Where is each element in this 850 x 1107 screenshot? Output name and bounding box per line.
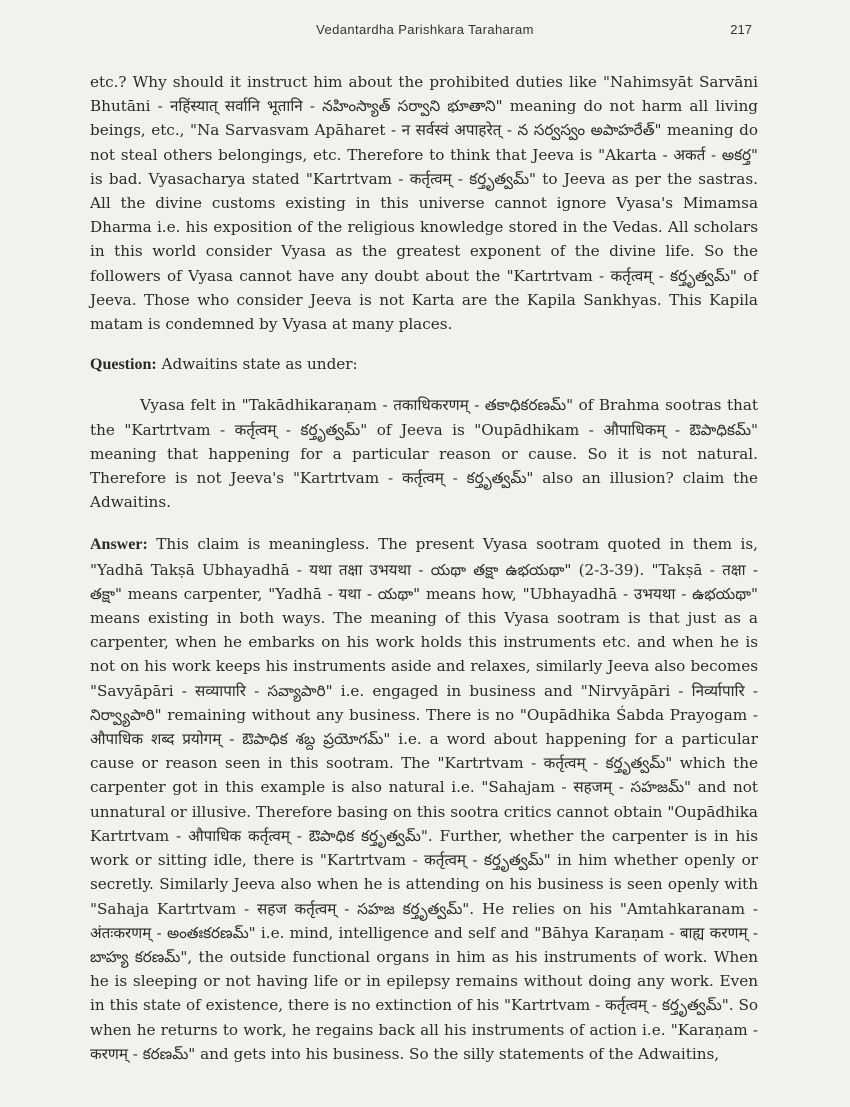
book-title: Vedantardha Parishkara Taraharam (316, 22, 534, 37)
question-line (90, 352, 758, 377)
running-header (0, 22, 850, 42)
page-body (90, 70, 758, 1066)
question-text: Adwaitins state as under: (161, 355, 358, 374)
page-number: 217 (730, 22, 752, 37)
paragraph-1: etc.? Why should it instruct him about the prohibited duties like "Nahimsyāt Sarvāni Bhutāni - नहिंस्यात् सर्वानि भूतानि - నహింస్యాత్ సర్వాని భూతాని" meaning do not harm all living beings, etc., "Na Sarvasvam Apāharet - न सर्वस्वं अपाहरेत् - న సర్వస్వం అపాహరేత్" meaning do not steal others belongings, etc. Therefore to think that Jeeva is "Akarta - अकर्त - అకర్త" is bad. Vyasacharya stated "Kartrtvam - कर्तृत्वम् - కర్తృత్వమ్" to Jeeva as per the sastras. All the divine customs existing in this universe cannot ignore Vyasa's Mimamsa Dharma i.e. his exposition of the religious knowledge stored in the Vedas. All scholars in this world consider Vyasa as the greatest exponent of the divine life. So the followers of Vyasa cannot have any doubt about the "Kartrtvam - कर्तृत्वम् - కర్తృత్వమ్" of Jeeva. Those who consider Jeeva is not Karta are the Kapila Sankhyas. This Kapila matam is condemned by Vyasa at many places. (90, 73, 758, 334)
answer-label: Answer: (90, 536, 148, 554)
answer-paragraph (90, 532, 758, 1065)
answer-text: This claim is meaningless. The present Vyasa sootram quoted in them is, "Yadhā Takṣā Ubhayadhā - यथा तक्षा उभयथा - యథా తక్షా ఉభయథా" (2-3-39). "Takṣā - तक्षा - తక్షా" means carpenter, "Yadhā - यथा - యథా" means how, "Ubhayadhā - उभयथा - ఉభయథా" means existing in both ways. The meaning of this Vyasa sootram is that just as a carpenter, when he embarks on his work holds this instruments etc. and when he is not on his work keeps his instruments aside and relaxes, similarly Jeeva also becomes "Savyāpāri - सव्यापारि - సవ్యాపారి" i.e. engaged in business and "Nirvyāpāri - निर्व्यापारि - నిర్వ్యాపారి" remaining without any business. There is no "Oupādhika Śabda Prayogam - औपाधिक शब्द प्रयोगम् - ఔపాధిక శబ్ద ప్రయోగమ్" i.e. a word about happening for a particular cause or reason seen in this sootram. The "Kartrtvam - कर्तृत्वम् - కర్తృత్వమ్" which the carpenter got in this example is also natural i.e. "Sahajam - सहजम् - సహజమ్" and not unnatural or illusive. Therefore basing on this sootra critics cannot obtain "Oupādhika Kartrtvam - औपाधिक कर्तृत्वम् - ఔపాధిక కర్తృత్వమ్". Further, whether the carpenter is in his work or sitting idle, there is "Kartrtvam - कर्तृत्वम् - కర్తృత్వమ్" in him whether openly or secretly. Similarly Jeeva also when he is attending on his business is seen openly with "Sahaja Kartrtvam - सहज कर्तृत्वम् - సహజ కర్తృత్వమ్". He relies on his "Amtahkaranam - अंतःकरणम् - అంతఃకరణమ్" i.e. mind, intelligence and self and "Bāhya Karaṇam - बाह्य करणम् - బాహ్య కరణమ్", the outside functional organs in him as his instruments of work. When he is sleeping or not having life or in epilepsy remains without doing any work. Even in this state of existence, there is no extinction of his "Kartrtvam - कर्तृत्वम् - కర్తృత్వమ్". So when he returns to work, he regains back all his instruments of action i.e. "Karaṇam - करणम् - కరణమ్" and gets into his business. So the silly statements of the Adwaitins, (90, 535, 758, 1063)
paragraph-2: Vyasa felt in "Takādhikaraṇam - तकाधिकरणम् - తకాధికరణమ్" of Brahma sootras that the "Kartrtvam - कर्तृत्वम् - కర్తృత్వమ్" of Jeeva is "Oupādhikam - औपाधिकम् - ఔపాధికమ్" meaning that happening for a particular reason or cause. So it is not natural. Therefore is not Jeeva's "Kartrtvam - कर्तृत्वम् - కర్తృత్వమ్" also an illusion? claim the Adwaitins. (90, 396, 758, 512)
question-label: Question: (90, 356, 157, 374)
